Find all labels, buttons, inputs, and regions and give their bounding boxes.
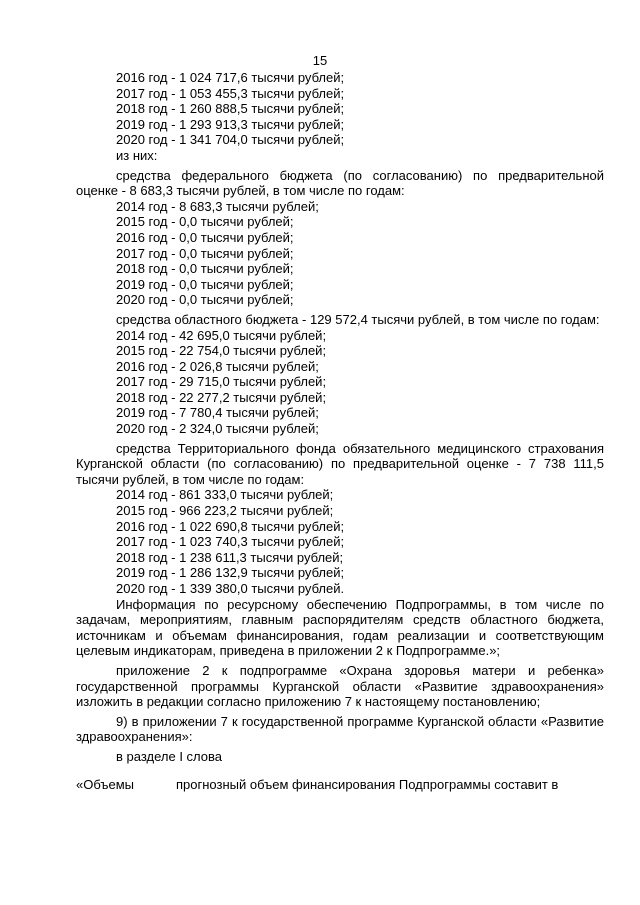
fund-year-line: 2018 год - 1 238 611,3 тысячи рублей;	[116, 549, 344, 565]
fund-year-line: 2017 год - 1 023 740,3 тысячи рублей;	[116, 534, 345, 550]
fund-intro: средства Территориального фонда обязательного медицинского страхования Курганской области (по согласованию) по предварительной оценке - 7 738 111,5 тысячи рублей, в том числе по годам:	[76, 440, 604, 487]
page-number: 15	[312, 53, 328, 68]
federal-budget-intro: средства федерального бюджета (по согласованию) по предварительной оценке - 8 683,3 тысячи рублей, в том числе по годам:	[76, 167, 604, 199]
regional-year-line: 2015 год - 22 754,0 тысячи рублей;	[116, 343, 327, 359]
section-paragraph: в разделе I слова	[116, 748, 222, 764]
volumes-label: «Объемы	[76, 776, 134, 792]
text-line: 2017 год - 1 053 455,3 тысячи рублей;	[116, 85, 345, 101]
text-line: 2018 год - 1 260 888,5 тысячи рублей;	[116, 101, 345, 117]
text-line: 2020 год - 1 341 704,0 тысячи рублей;	[116, 132, 345, 148]
text-line: 2019 год - 1 293 913,3 тысячи рублей;	[116, 116, 345, 132]
fund-year-line: 2019 год - 1 286 132,9 тысячи рублей;	[116, 565, 345, 581]
federal-year-line: 2017 год - 0,0 тысячи рублей;	[116, 245, 294, 261]
regional-year-line: 2014 год - 42 695,0 тысячи рублей;	[116, 327, 327, 343]
resource-info-paragraph: Информация по ресурсному обеспечению Подпрограммы, в том числе по задачам, мероприятиям, главным распорядителям средств областного бюджета, источникам и объемам финансирования, годам реализации и соответствующим целевым индикаторам, приведена в приложении 2 к Подпрограмме.»;	[76, 596, 604, 659]
regional-year-line: 2018 год - 22 277,2 тысячи рублей;	[116, 389, 327, 405]
regional-year-line: 2017 год - 29 715,0 тысячи рублей;	[116, 374, 327, 390]
federal-year-line: 2014 год - 8 683,3 тысячи рублей;	[116, 198, 319, 214]
appendix-paragraph: приложение 2 к подпрограмме «Охрана здоровья матери и ребенка» государственной программы Курганской области «Развитие здравоохранения» изложить в редакции согласно приложению 7 к настоящему постановлению;	[76, 662, 604, 710]
volumes-text: прогнозный объем финансирования Подпрограммы составит в	[176, 776, 559, 792]
text-line: 2016 год - 1 024 717,6 тысячи рублей;	[116, 70, 345, 85]
federal-year-line: 2016 год - 0,0 тысячи рублей;	[116, 229, 294, 245]
fund-year-line: 2014 год - 861 333,0 тысячи рублей;	[116, 487, 334, 503]
fund-year-line: 2020 год - 1 339 380,0 тысячи рублей.	[116, 581, 345, 596]
regional-year-line: 2020 год - 2 324,0 тысячи рублей;	[116, 421, 319, 437]
document-body	[76, 70, 604, 792]
volumes-row	[76, 777, 604, 793]
item-9-paragraph: 9) в приложении 7 к государственной программе Курганской области «Развитие здравоохранения»:	[76, 713, 604, 745]
federal-year-line: 2019 год - 0,0 тысячи рублей;	[116, 276, 294, 292]
federal-year-line: 2015 год - 0,0 тысячи рублей;	[116, 214, 294, 230]
fund-year-line: 2016 год - 1 022 690,8 тысячи рублей;	[116, 518, 345, 534]
regional-year-line: 2019 год - 7 780,4 тысячи рублей;	[116, 405, 319, 421]
regional-year-line: 2016 год - 2 026,8 тысячи рублей;	[116, 358, 319, 374]
federal-year-line: 2018 год - 0,0 тысячи рублей;	[116, 261, 294, 277]
fund-year-line: 2015 год - 966 223,2 тысячи рублей;	[116, 503, 334, 519]
federal-year-line: 2020 год - 0,0 тысячи рублей;	[116, 292, 294, 308]
text-line: из них:	[116, 147, 158, 163]
regional-budget-intro: средства областного бюджета - 129 572,4 тысячи рублей, в том числе по годам:	[116, 311, 600, 327]
